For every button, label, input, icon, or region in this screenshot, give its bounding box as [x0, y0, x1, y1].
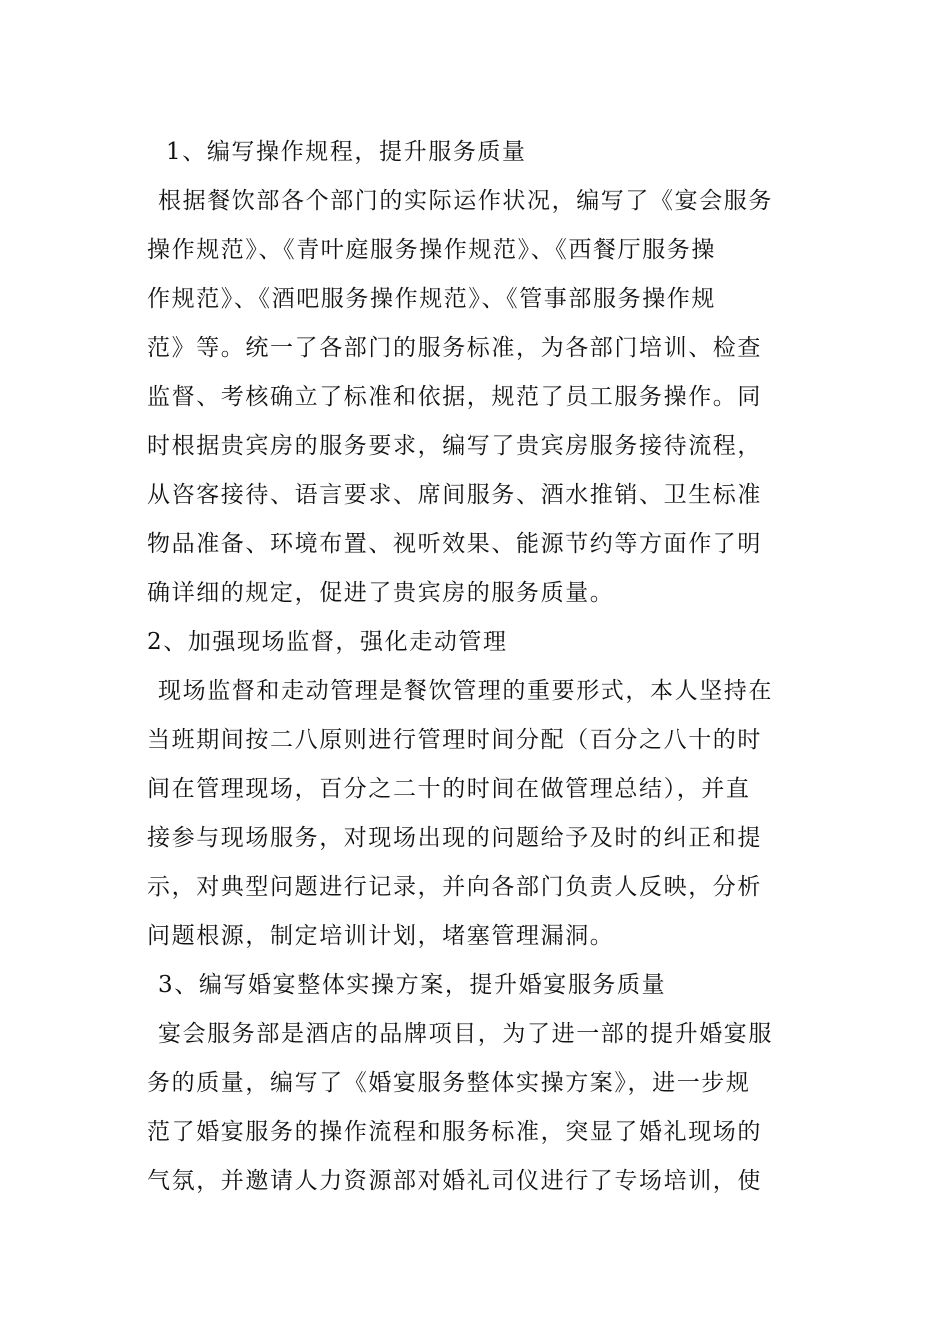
paragraph-line: 监督、考核确立了标准和依据，规范了员工服务操作。同 [147, 384, 762, 410]
paragraph-line: 范了婚宴服务的操作流程和服务标准，突显了婚礼现场的 [147, 1119, 762, 1145]
paragraph-line: 时根据贵宾房的服务要求，编写了贵宾房服务接待流程， [147, 433, 762, 459]
heading-1: 1、编写操作规程，提升服务质量 [166, 139, 527, 165]
paragraph-line: 气氛，并邀请人力资源部对婚礼司仪进行了专场培训，使 [147, 1168, 762, 1194]
paragraph-line: 物品准备、环境布置、视听效果、能源节约等方面作了明 [147, 531, 762, 557]
paragraph-line: 务的质量，编写了《婚宴服务整体实操方案》，进一步规 [147, 1070, 751, 1096]
heading-3: 3、编写婚宴整体实操方案，提升婚宴服务质量 [158, 972, 667, 998]
paragraph-line: 示，对典型问题进行记录，并向各部门负责人反映，分析 [147, 874, 762, 900]
paragraph-line: 从咨客接待、语言要求、席间服务、酒水推销、卫生标准 [147, 482, 762, 508]
paragraph-line: 接参与现场服务，对现场出现的问题给予及时的纠正和提 [147, 825, 762, 851]
paragraph-line: 作规范》、《酒吧服务操作规范》、《管事部服务操作规 [147, 286, 716, 312]
paragraph-line: 问题根源，制定培训计划，堵塞管理漏洞。 [147, 923, 615, 949]
paragraph-line: 操作规范》、《青叶庭服务操作规范》、《西餐厅服务操 [147, 237, 716, 263]
paragraph-line: 宴会服务部是酒店的品牌项目，为了进一部的提升婚宴服 [158, 1021, 773, 1047]
heading-2: 2、加强现场监督，强化走动管理 [147, 629, 508, 655]
paragraph-line: 当班期间按二八原则进行管理时间分配（百分之八十的时 [147, 727, 762, 753]
paragraph-line: 间在管理现场，百分之二十的时间在做管理总结），并直 [147, 776, 751, 802]
paragraph-line: 根据餐饮部各个部门的实际运作状况，编写了《宴会服务 [158, 188, 773, 214]
paragraph-line: 范》等。统一了各部门的服务标准，为各部门培训、检查 [147, 335, 762, 361]
paragraph-line: 确详细的规定，促进了贵宾房的服务质量。 [147, 580, 615, 606]
paragraph-line: 现场监督和走动管理是餐饮管理的重要形式，本人坚持在 [158, 678, 773, 704]
